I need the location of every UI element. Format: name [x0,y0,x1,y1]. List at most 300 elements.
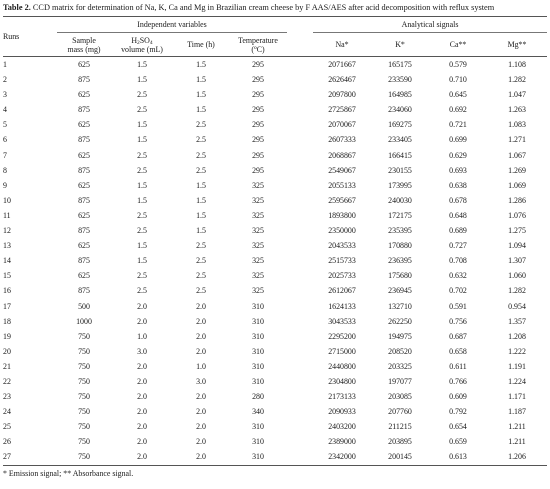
mg-signal-cell: 1.108 [508,60,526,69]
run-cell: 19 [3,331,11,341]
run-cell: 24 [3,407,11,417]
k-signal-cell: 172175 [388,210,412,220]
table-row [3,449,547,465]
k-signal-cell: 175680 [388,271,412,281]
table-body [3,57,547,466]
column-gap [287,449,313,465]
h2so4-volume-cell: 2.0 [137,392,147,402]
column-gap [287,117,313,132]
k-signal-cell: 230155 [388,165,412,175]
run-cell: 1 [3,60,7,69]
na-signal-cell: 2090933 [328,407,356,417]
table-row [3,329,547,344]
ca-signal-cell: 0.692 [449,105,467,115]
k-signal-cell: 165175 [388,60,412,69]
table-row [3,314,547,329]
sample-mass-cell: 750 [78,376,90,386]
column-gap [287,102,313,117]
mg-signal-cell: 1.069 [508,180,526,190]
time-cell: 3.0 [196,376,206,386]
sample-mass-cell: 875 [78,286,90,296]
independent-variables-header: Independent variables [57,17,287,33]
na-signal-cell: 2389000 [328,437,356,447]
k-signal-cell: 197077 [388,376,412,386]
k-signal-cell: 194975 [388,331,412,341]
time-cell: 1.5 [196,226,206,236]
sample-mass-cell: 625 [78,180,90,190]
h2so4-volume-cell: 1.5 [137,60,147,69]
column-gap [287,344,313,359]
mg-signal-cell: 1.282 [508,75,526,85]
mg-signal-cell: 1.208 [508,331,526,341]
mg-signal-cell: 1.047 [508,90,526,100]
ca-signal-cell: 0.638 [449,180,467,190]
k-signal-cell: 235395 [388,226,412,236]
analytical-signals-header: Analytical signals [313,17,547,33]
na-signal-cell: 2055133 [328,180,356,190]
time-cell: 2.0 [196,392,206,402]
temperature-cell: 325 [252,195,264,205]
k-signal-cell: 234060 [388,105,412,115]
temperature-cell: 295 [252,150,264,160]
run-cell: 15 [3,271,11,281]
run-cell: 2 [3,75,7,85]
k-signal-cell: 203325 [388,361,412,371]
time-cell: 2.0 [173,449,229,465]
run-cell: 12 [3,226,11,236]
time-cell: 1.5 [196,105,206,115]
table-figure [3,2,547,478]
temperature-cell: 295 [252,75,264,85]
time-header: Time (h) [173,33,229,57]
h2so4-volume-cell: 1.5 [137,195,147,205]
ca-signal-cell: 0.632 [449,271,467,281]
k-signal-cell: 200145 [371,449,429,465]
h2so4-volume-cell: 2.0 [137,407,147,417]
k-signal-cell: 164985 [388,90,412,100]
mg-header: Mg** [487,33,547,57]
na-signal-cell: 1624133 [328,301,356,311]
h2so4-volume-cell: 2.5 [137,271,147,281]
table-header [3,17,547,57]
temperature-cell: 310 [252,316,264,326]
run-cell: 8 [3,165,7,175]
temperature-cell: 280 [252,392,264,402]
mg-signal-cell: 1.211 [508,437,526,447]
na-signal-cell: 2626467 [328,75,356,85]
time-cell: 1.5 [196,195,206,205]
ca-signal-cell: 0.687 [449,331,467,341]
run-cell: 6 [3,135,7,145]
temperature-cell: 295 [252,60,264,69]
table-row [3,253,547,268]
sample-mass-cell: 625 [78,210,90,220]
temperature-cell: 340 [252,407,264,417]
column-gap [287,163,313,178]
mg-signal-cell: 1.224 [508,376,526,386]
table-footnote: * Emission signal; ** Absorbance signal. [3,468,134,478]
table-row [3,87,547,102]
k-signal-cell: 240030 [388,195,412,205]
na-signal-cell: 2715000 [328,346,356,356]
k-signal-cell: 170880 [388,241,412,251]
na-signal-cell: 2403200 [328,422,356,432]
table-row [3,299,547,314]
time-cell: 2.5 [196,241,206,251]
h2so4-volume-cell: 1.5 [137,120,147,130]
temperature-cell: 325 [252,226,264,236]
run-cell: 26 [3,437,11,447]
k-signal-cell: 233405 [388,135,412,145]
table-row [3,283,547,298]
column-gap [287,253,313,268]
na-signal-cell: 2440800 [328,361,356,371]
caption-label: Table 2. [3,3,31,12]
sample-mass-cell: 875 [78,135,90,145]
table-row [3,208,547,223]
na-signal-cell: 2295200 [328,331,356,341]
k-signal-cell: 233590 [388,75,412,85]
time-cell: 2.5 [196,165,206,175]
temperature-cell: 310 [252,361,264,371]
h2so4-volume-cell: 2.0 [111,449,173,465]
ca-signal-cell: 0.710 [449,75,467,85]
h2so4-volume-cell: 3.0 [137,346,147,356]
h2so4-volume-cell: 2.0 [137,301,147,311]
column-gap [287,148,313,163]
sample-mass-cell: 875 [78,226,90,236]
time-cell: 2.5 [196,135,206,145]
temperature-cell: 310 [252,331,264,341]
time-cell: 2.0 [196,331,206,341]
h2so4-volume-cell: 1.5 [137,241,147,251]
mg-signal-cell: 1.094 [508,241,526,251]
run-cell: 9 [3,180,7,190]
column-gap [287,132,313,147]
sample-mass-cell: 750 [57,449,111,465]
h2so4-volume-cell: 2.0 [137,437,147,447]
sample-mass-cell: 625 [78,60,90,69]
time-cell: 2.0 [196,422,206,432]
mg-signal-cell: 1.222 [508,346,526,356]
na-signal-cell: 2071667 [328,60,356,69]
na-header: Na* [313,33,371,57]
table-row [3,57,547,73]
table-row [3,132,547,147]
h2so4-volume-cell: 1.5 [137,135,147,145]
mg-signal-cell: 1.060 [508,271,526,281]
column-gap [287,87,313,102]
mg-signal-cell: 0.954 [508,301,526,311]
h2so4-volume-cell: 2.5 [137,150,147,160]
sample-mass-cell: 750 [78,422,90,432]
temperature-cell: 295 [252,90,264,100]
sample-mass-cell: 625 [78,241,90,251]
na-signal-cell: 2043533 [328,241,356,251]
column-gap [287,359,313,374]
na-signal-cell: 2612067 [328,286,356,296]
run-cell: 3 [3,90,7,100]
sample-mass-cell: 875 [78,105,90,115]
ccd-matrix-table [3,16,547,466]
ca-signal-cell: 0.689 [449,226,467,236]
run-cell: 16 [3,286,11,296]
time-cell: 2.5 [196,256,206,266]
time-cell: 1.5 [196,75,206,85]
sample-mass-cell: 750 [78,392,90,402]
table-row [3,344,547,359]
h2so4-volume-cell: 1.0 [137,331,147,341]
mg-signal-cell: 1.187 [508,407,526,417]
temperature-cell: 310 [252,301,264,311]
na-signal-cell: 2350000 [328,226,356,236]
temperature-cell: 295 [252,120,264,130]
h2so4-volume-cell: 2.5 [137,90,147,100]
time-cell: 2.0 [196,301,206,311]
sample-mass-cell: 875 [78,75,90,85]
sample-mass-cell: 625 [78,271,90,281]
k-signal-cell: 173995 [388,180,412,190]
column-gap [287,57,313,73]
sample-mass-cell: 750 [78,407,90,417]
mg-signal-cell: 1.269 [508,165,526,175]
time-cell: 2.0 [196,316,206,326]
table-row [3,404,547,419]
h2so4-volume-cell: 2.5 [137,286,147,296]
table-row [3,389,547,404]
mg-signal-cell: 1.275 [508,226,526,236]
ca-signal-cell: 0.693 [449,165,467,175]
temperature-cell: 325 [252,256,264,266]
table-row [3,374,547,389]
ca-signal-cell: 0.792 [449,407,467,417]
run-cell: 23 [3,392,11,402]
table-row [3,102,547,117]
sample-mass-cell: 750 [78,361,90,371]
time-cell: 2.5 [196,286,206,296]
h2so4-volume-cell: 2.5 [137,105,147,115]
mg-signal-cell: 1.263 [508,105,526,115]
ca-signal-cell: 0.613 [429,449,487,465]
mg-signal-cell: 1.067 [508,150,526,160]
table-row [3,193,547,208]
ca-signal-cell: 0.591 [449,301,467,311]
mg-signal-cell: 1.282 [508,286,526,296]
na-signal-cell: 2304800 [328,376,356,386]
temperature-cell: 325 [252,180,264,190]
sample-mass-cell: 750 [78,346,90,356]
run-cell: 4 [3,105,7,115]
sample-mass-cell: 625 [78,120,90,130]
temperature-cell: 325 [252,286,264,296]
run-cell: 18 [3,316,11,326]
column-gap [287,404,313,419]
run-cell: 20 [3,346,11,356]
mg-signal-cell: 1.357 [508,316,526,326]
mg-signal-cell: 1.206 [487,449,547,465]
run-cell: 7 [3,150,7,160]
table-row [3,163,547,178]
time-cell: 2.5 [196,271,206,281]
na-signal-cell: 2515733 [328,256,356,266]
h2so4-volume-cell: 2.5 [137,210,147,220]
table-row [3,434,547,449]
column-gap [287,329,313,344]
k-signal-cell: 236945 [388,286,412,296]
time-cell: 2.5 [196,150,206,160]
sample-mass-cell: 625 [78,150,90,160]
sample-mass-header: Sample mass (mg) [57,33,111,57]
column-gap [287,419,313,434]
run-cell: 14 [3,256,11,266]
table-row [3,238,547,253]
ca-signal-cell: 0.721 [449,120,467,130]
ca-signal-cell: 0.645 [449,90,467,100]
h2so4-volume-header: $H_2SO_4$ volume (mL) [111,33,173,57]
table-row [3,72,547,87]
k-signal-cell: 203895 [388,437,412,447]
table-row [3,223,547,238]
run-cell: 21 [3,361,11,371]
na-signal-cell: 2595667 [328,195,356,205]
mg-signal-cell: 1.171 [508,392,526,402]
temperature-header: Temperature ($^o$C) [229,33,287,57]
na-signal-cell: 2070067 [328,120,356,130]
sample-mass-cell: 1000 [76,316,92,326]
temperature-cell: 295 [252,105,264,115]
sample-mass-cell: 875 [78,256,90,266]
ca-signal-cell: 0.727 [449,241,467,251]
table-row [3,268,547,283]
ca-signal-cell: 0.579 [449,60,467,69]
mg-signal-cell: 1.286 [508,195,526,205]
h2so4-volume-cell: 2.0 [137,422,147,432]
temperature-cell: 310 [252,376,264,386]
temperature-cell: 310 [252,437,264,447]
na-signal-cell: 2725867 [328,105,356,115]
ca-signal-cell: 0.766 [449,376,467,386]
mg-signal-cell: 1.083 [508,120,526,130]
run-cell: 22 [3,376,11,386]
temperature-cell: 295 [252,135,264,145]
column-gap [287,193,313,208]
k-header: K* [371,33,429,57]
column-gap [287,208,313,223]
table-row [3,117,547,132]
caption-text: CCD matrix for determination of Na, K, Ca and Mg in Brazilian cream cheese by F AAS/AES after acid decomposition with reflux system [30,3,495,12]
temperature-cell: 325 [252,210,264,220]
k-signal-cell: 211215 [388,422,412,432]
mg-signal-cell: 1.211 [508,422,526,432]
ca-signal-cell: 0.648 [449,210,467,220]
na-signal-cell: 2549067 [328,165,356,175]
ca-signal-cell: 0.699 [449,135,467,145]
time-cell: 2.0 [196,407,206,417]
column-gap [287,223,313,238]
column-gap [287,434,313,449]
runs-header: Runs [3,17,57,57]
ca-signal-cell: 0.609 [449,392,467,402]
table-row [3,359,547,374]
h2so4-volume-cell: 2.0 [137,376,147,386]
k-signal-cell: 262250 [388,316,412,326]
na-signal-cell: 2173133 [328,392,356,402]
run-cell: 27 [3,449,57,465]
time-cell: 2.5 [196,120,206,130]
k-signal-cell: 208520 [388,346,412,356]
na-signal-cell: 2342000 [313,449,371,465]
run-cell: 13 [3,241,11,251]
table-caption [3,2,547,13]
temperature-cell: 295 [252,165,264,175]
h2so4-volume-cell: 2.5 [137,165,147,175]
sample-mass-cell: 750 [78,331,90,341]
time-cell: 2.0 [196,346,206,356]
temperature-cell: 310 [229,449,287,465]
table-row [3,419,547,434]
mg-signal-cell: 1.307 [508,256,526,266]
k-signal-cell: 236395 [388,256,412,266]
ca-signal-cell: 0.611 [449,361,467,371]
sample-mass-cell: 500 [78,301,90,311]
k-signal-cell: 203085 [388,392,412,402]
ca-signal-cell: 0.654 [449,422,467,432]
ca-header: Ca** [429,33,487,57]
time-cell: 1.5 [196,180,206,190]
temperature-cell: 325 [252,271,264,281]
column-gap [287,72,313,87]
ca-signal-cell: 0.678 [449,195,467,205]
temperature-cell: 325 [252,241,264,251]
mg-signal-cell: 1.271 [508,135,526,145]
na-signal-cell: 2068867 [328,150,356,160]
run-cell: 17 [3,301,11,311]
h2so4-volume-cell: 2.5 [137,226,147,236]
k-signal-cell: 169275 [388,120,412,130]
na-signal-cell: 2025733 [328,271,356,281]
k-signal-cell: 166415 [388,150,412,160]
k-signal-cell: 132710 [388,301,412,311]
run-cell: 25 [3,422,11,432]
ca-signal-cell: 0.629 [449,150,467,160]
table-row [3,178,547,193]
sample-mass-cell: 875 [78,165,90,175]
column-gap [287,238,313,253]
column-gap [287,178,313,193]
na-signal-cell: 1893800 [328,210,356,220]
mg-signal-cell: 1.076 [508,210,526,220]
h2so4-volume-cell: 1.5 [137,75,147,85]
temperature-cell: 310 [252,346,264,356]
column-gap [287,314,313,329]
h2so4-volume-cell: 2.0 [137,316,147,326]
na-signal-cell: 2097800 [328,90,356,100]
sample-mass-cell: 750 [78,437,90,447]
na-signal-cell: 3043533 [328,316,356,326]
run-cell: 11 [3,210,11,220]
mg-signal-cell: 1.191 [508,361,526,371]
time-cell: 1.5 [196,210,206,220]
time-cell: 1.5 [196,60,206,69]
column-gap [287,268,313,283]
column-gap [287,283,313,298]
ca-signal-cell: 0.708 [449,256,467,266]
column-gap [287,389,313,404]
time-cell: 1.0 [196,361,206,371]
h2so4-volume-cell: 2.0 [137,361,147,371]
time-cell: 2.0 [196,437,206,447]
na-signal-cell: 2607333 [328,135,356,145]
